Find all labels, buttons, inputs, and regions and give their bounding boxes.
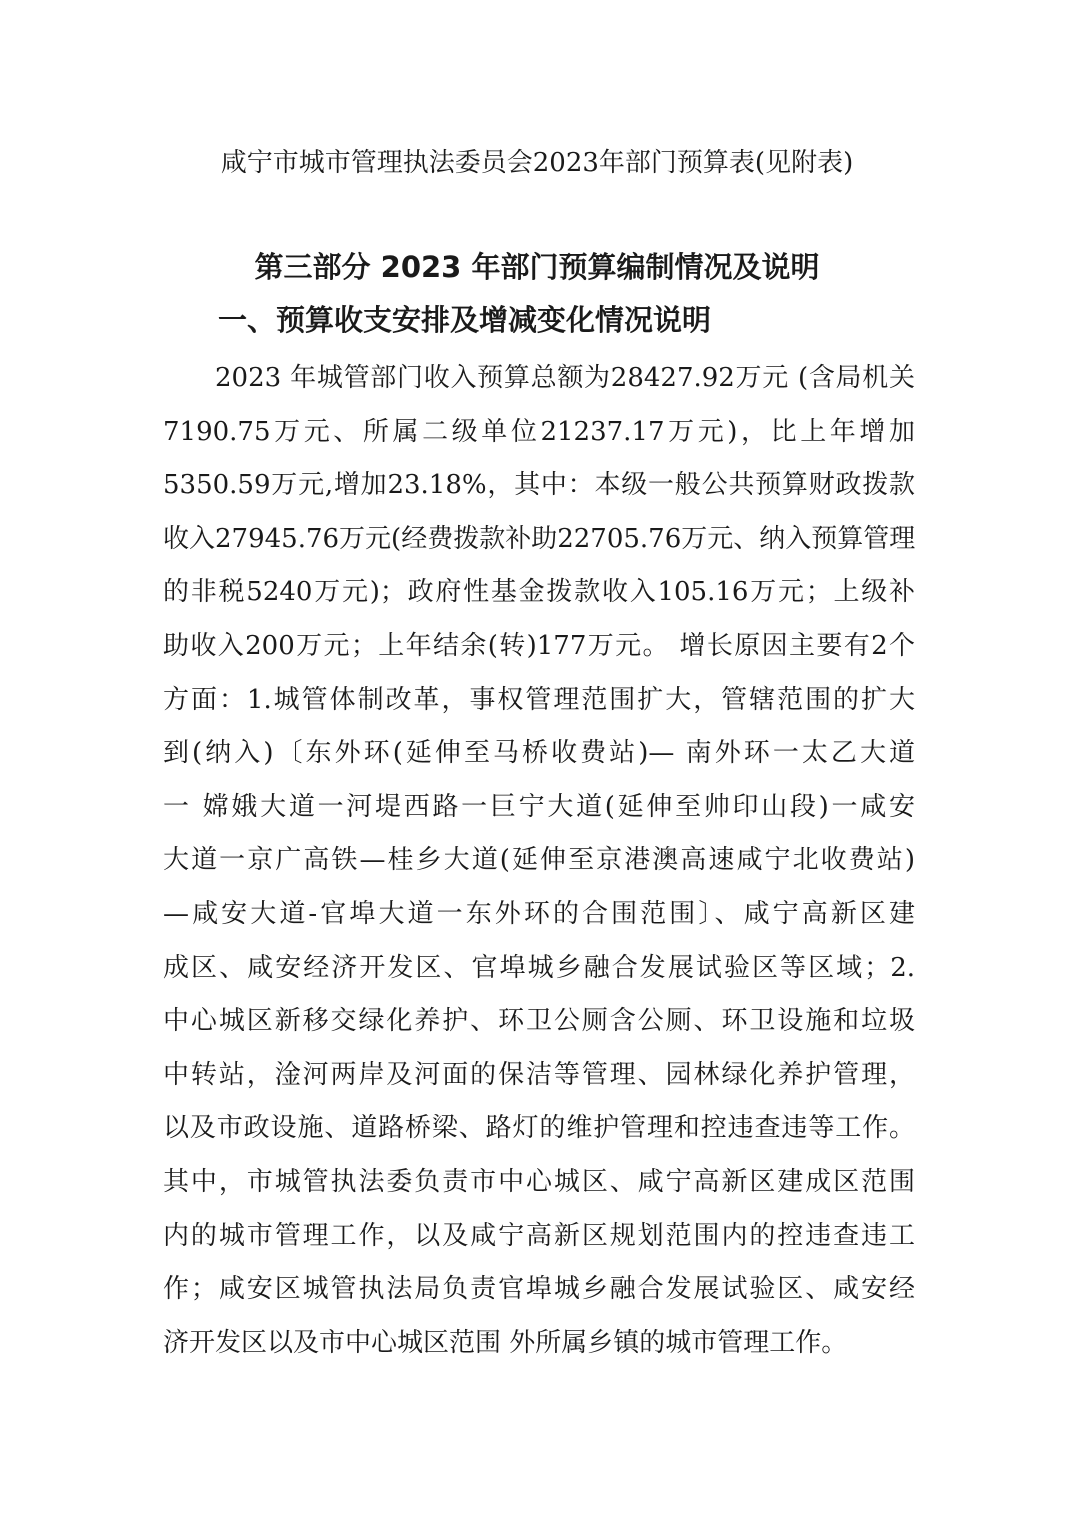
paragraph-line: 助收入200万元；上年结余(转)177万元。 增长原因主要有2个 [163, 630, 915, 661]
part-heading: 第三部分 2023 年部门预算编制情况及说明 [254, 250, 820, 284]
paragraph-line: 收入27945.76万元(经费拨款补助22705.76万元、纳入预算管理 [163, 523, 915, 554]
paragraph-line: 中转站，淦河两岸及河面的保洁等管理、园林绿化养护管理， [163, 1059, 915, 1090]
paragraph-line: 的非税5240万元)；政府性基金拨款收入105.16万元；上级补 [163, 577, 915, 608]
paragraph-line: —咸安大道-官埠大道一东外环的合围范围〕、咸宁高新区建 [163, 898, 915, 929]
paragraph-line: 作；咸安区城管执法局负责官埠城乡融合发展试验区、咸安经 [163, 1274, 915, 1305]
paragraph-line: 7190.75万元、所属二级单位21237.17万元)，比上年增加 [163, 416, 915, 447]
section-heading: 一、预算收支安排及增减变化情况说明 [218, 303, 712, 337]
paragraph-line: 济开发区以及市中心城区范围 外所属乡镇的城市管理工作。 [163, 1327, 848, 1358]
paragraph-line: 一 嫦娥大道一河堤西路一巨宁大道(延伸至帅印山段)一咸安 [163, 791, 915, 822]
paragraph-line: 大道一京广高铁—桂乡大道(延伸至京港澳高速咸宁北收费站) [163, 845, 915, 876]
paragraph-line: 方面：1.城管体制改革，事权管理范围扩大，管辖范围的扩大 [163, 684, 915, 715]
body-paragraph [163, 352, 915, 1370]
paragraph-line: 2023 年城管部门收入预算总额为28427.92万元 (含局机关 [215, 363, 915, 393]
paragraph-line: 中心城区新移交绿化养护、环卫公厕含公厕、环卫设施和垃圾 [163, 1006, 915, 1037]
paragraph-line: 到(纳入)〔东外环(延伸至马桥收费站)— 南外环一太乙大道 [163, 738, 915, 769]
paragraph-line: 成区、咸安经济开发区、官埠城乡融合发展试验区等区域；2. [163, 952, 915, 983]
paragraph-line: 5350.59万元,增加23.18%，其中：本级一般公共预算财政拨款 [163, 470, 915, 501]
attachment-caption: 咸宁市城市管理执法委员会2023年部门预算表(见附表) [220, 148, 854, 178]
paragraph-line: 以及市政设施、道路桥梁、路灯的维护管理和控违查违等工作。 [163, 1113, 915, 1144]
paragraph-line: 其中，市城管执法委负责市中心城区、咸宁高新区建成区范围 [163, 1166, 915, 1197]
paragraph-line: 内的城市管理工作，以及咸宁高新区规划范围内的控违查违工 [163, 1220, 915, 1251]
